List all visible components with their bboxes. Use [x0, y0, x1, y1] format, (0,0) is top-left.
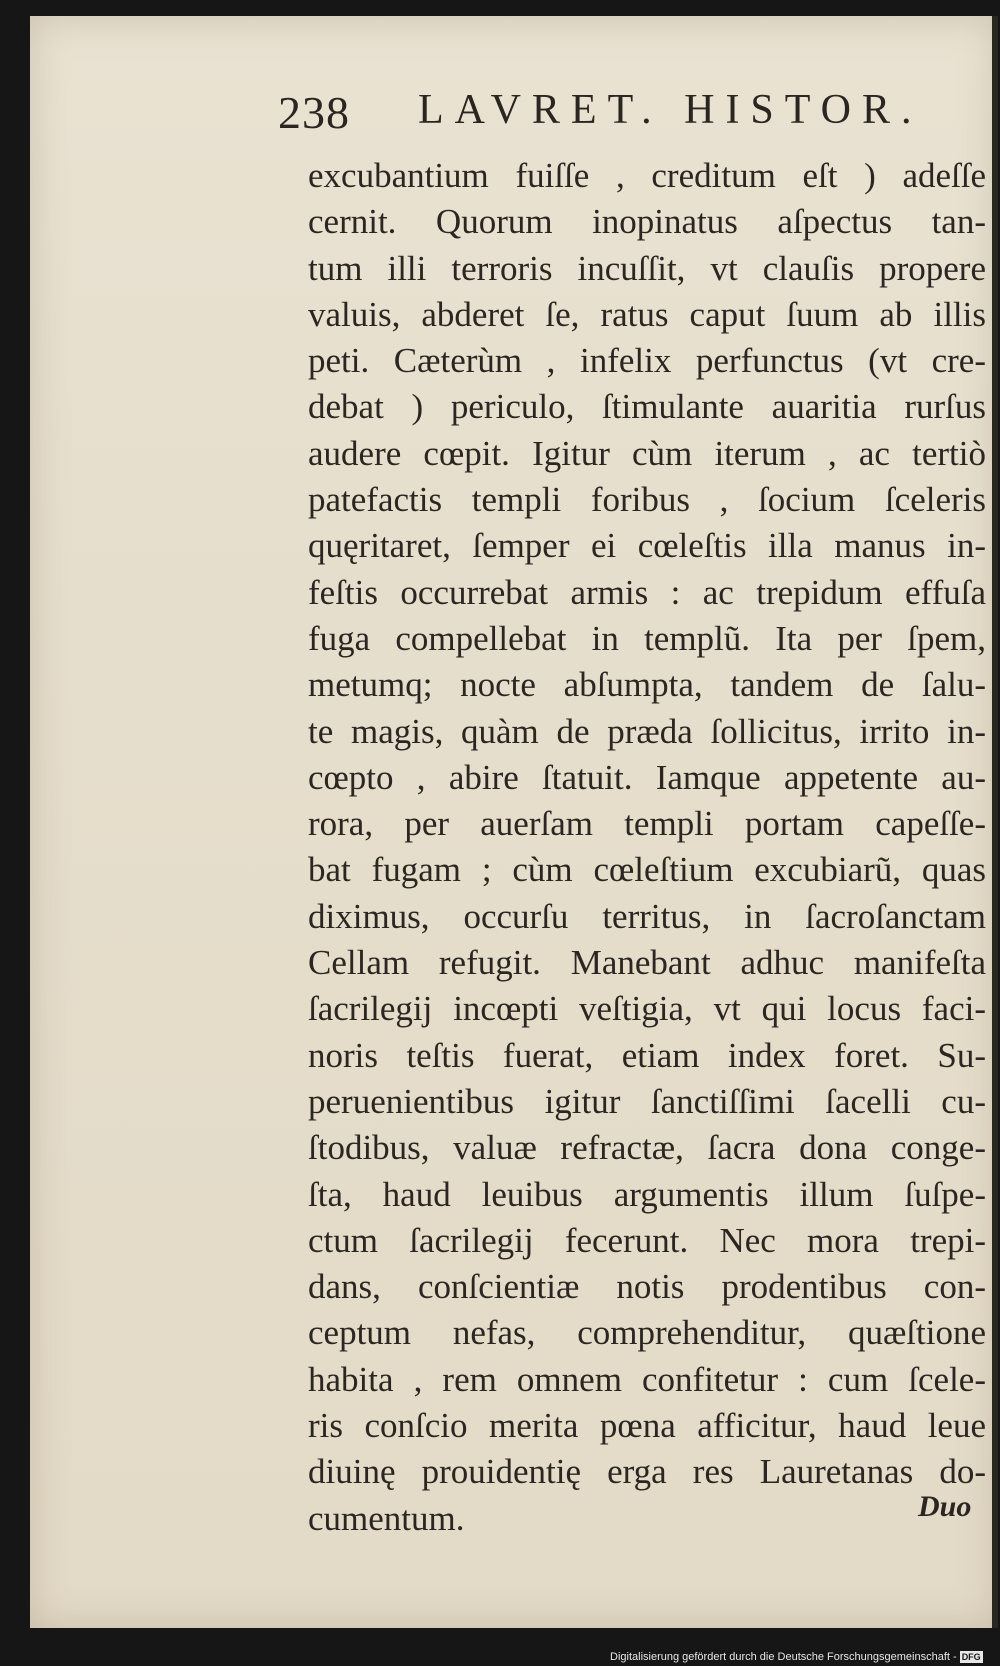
page-edge	[992, 16, 998, 1628]
body-text	[308, 153, 992, 1542]
text-line: te magis, quàm de præda ſollicitus, irrito in-	[308, 711, 986, 751]
text-line: cernit. Quorum inopinatus aſpectus tan-	[308, 202, 986, 242]
text-line: bat fugam ; cùm cœleſtium excubiarũ, quas	[308, 850, 986, 890]
text-line: ctum ſacrilegij fecerunt. Nec mora trepi-	[308, 1220, 986, 1260]
text-line: ris conſcio merita pœna afficitur, haud leue	[308, 1406, 986, 1446]
credit-text: Digitalisierung gefördert durch die Deutsche Forschungsgemeinschaft -	[610, 1651, 957, 1663]
page-number: 238	[278, 87, 350, 138]
text-line: debat ) periculo, ſtimulante auaritia rurſus	[308, 387, 986, 427]
text-line: excubantium fuiſſe , creditum eſt ) adeſſe	[308, 156, 986, 195]
text-line: ſacrilegij incœpti veſtigia, vt qui locus faci-	[308, 989, 986, 1029]
text-line: valuis, abderet ſe, ratus caput ſuum ab illis	[308, 294, 986, 334]
text-line: dans, conſcientiæ notis prodentibus con-	[308, 1267, 986, 1307]
page-header	[278, 86, 968, 146]
text-line: fuga compellebat in templũ. Ita per ſpem,	[308, 618, 986, 658]
text-line: peti. Cæterùm , infelix perfunctus (vt cre-	[308, 341, 986, 381]
text-line: audere cœpit. Igitur cùm iterum , ac tertiò	[308, 433, 986, 473]
text-line: noris teſtis fuerat, etiam index foret. Su-	[308, 1035, 986, 1075]
text-line: tum illi terroris incuſſit, vt clauſis propere	[308, 248, 986, 288]
text-line: diuinę prouidentię erga res Lauretanas do-	[308, 1452, 986, 1492]
catchword: Duo	[918, 1490, 972, 1523]
text-line: diximus, occurſu territus, in ſacroſanctam	[308, 896, 986, 936]
text-line: ceptum nefas, comprehenditur, quæſtione	[308, 1313, 986, 1353]
text-line: patefactis templi foribus , ſocium ſceleris	[308, 480, 986, 520]
text-line: cœpto , abire ſtatuit. Iamque appetente au-	[308, 757, 986, 797]
dfg-logo-icon: DFG	[961, 1652, 981, 1663]
text-line: feſtis occurrebat armis : ac trepidum effuſa	[308, 572, 986, 612]
text-line: ſtodibus, valuæ refractæ, ſacra dona conge-	[308, 1128, 986, 1168]
text-line: quęritaret, ſemper ei cœleſtis illa manus in-	[308, 526, 986, 566]
text-line: metumq; nocte abſumpta, tandem de ſalu-	[308, 665, 986, 705]
text-line: ſta, haud leuibus argumentis illum ſuſpe-	[308, 1174, 986, 1214]
text-line: habita , rem omnem confitetur : cum ſcele-	[308, 1359, 986, 1399]
digitization-credit	[610, 1649, 1000, 1666]
text-line: Cellam refugit. Manebant adhuc manifeſta	[308, 943, 986, 983]
text-line: rora, per auerſam templi portam capeſſe-	[308, 804, 986, 844]
text-line: cumentum.	[308, 1498, 465, 1538]
running-title: LAVRET. HISTOR.	[418, 87, 923, 133]
text-line: peruenientibus igitur ſanctiſſimi ſacelli cu-	[308, 1081, 986, 1121]
